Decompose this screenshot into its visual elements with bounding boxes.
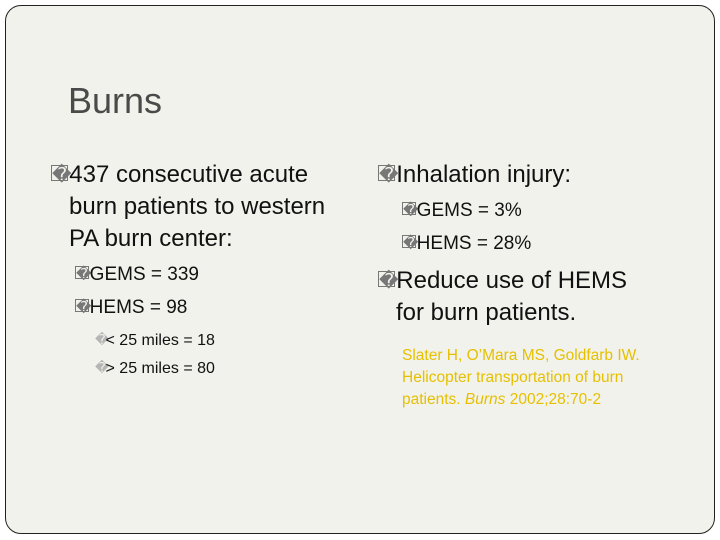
bullet-text-continued: burn patients to western — [69, 193, 326, 220]
bullet-icon: � — [52, 165, 72, 187]
sub-bullet-gems — [51, 261, 356, 288]
sub-bullet-hems — [51, 294, 356, 321]
sub-bullet-text: HEMS = 28% — [416, 233, 532, 254]
sub-bullet-gems — [378, 197, 698, 224]
bullet-icon: � — [95, 360, 109, 376]
bullet-icon: � — [76, 299, 92, 317]
bullet-item-patients — [51, 159, 356, 255]
sub-sub-bullet-under-25 — [51, 327, 356, 355]
citation-line: Slater H, O’Mara MS, Goldfarb IW. — [402, 347, 640, 364]
sub-bullet-text: GEMS = 3% — [416, 200, 522, 221]
sub-sub-bullet-text: < 25 miles = 18 — [105, 332, 215, 349]
bullet-icon: � — [379, 165, 399, 187]
citation-text: 2002;28:70-2 — [505, 391, 602, 408]
slide-title: Burns — [68, 80, 163, 121]
bullet-text: Inhalation injury: — [396, 161, 572, 188]
bullet-text: Reduce use of HEMS — [396, 267, 628, 294]
bullet-text: 437 consecutive acute — [69, 161, 309, 188]
citation-line: Helicopter transportation of burn — [402, 369, 624, 386]
bullet-item-inhalation — [378, 159, 698, 191]
bullet-icon: � — [403, 202, 419, 220]
citation — [378, 345, 698, 411]
sub-bullet-hems — [378, 230, 698, 257]
bullet-item-reduce — [378, 265, 698, 329]
bullet-icon: � — [379, 271, 399, 293]
slide — [5, 5, 715, 534]
sub-sub-bullet-over-25 — [51, 355, 356, 383]
citation-line — [402, 389, 698, 411]
bullet-icon: � — [95, 332, 109, 348]
sub-bullet-text: HEMS = 98 — [89, 297, 188, 318]
sub-sub-bullet-text: > 25 miles = 80 — [105, 360, 215, 377]
bullet-text-continued: for burn patients. — [396, 299, 577, 326]
citation-text: patients. — [402, 391, 465, 408]
bullet-icon: � — [76, 266, 92, 284]
right-column — [378, 159, 698, 411]
sub-bullet-text: GEMS = 339 — [89, 264, 199, 285]
bullet-icon: � — [403, 235, 419, 253]
bullet-text-continued: PA burn center: — [69, 225, 233, 252]
citation-journal: Burns — [464, 391, 506, 408]
left-column — [51, 159, 356, 383]
